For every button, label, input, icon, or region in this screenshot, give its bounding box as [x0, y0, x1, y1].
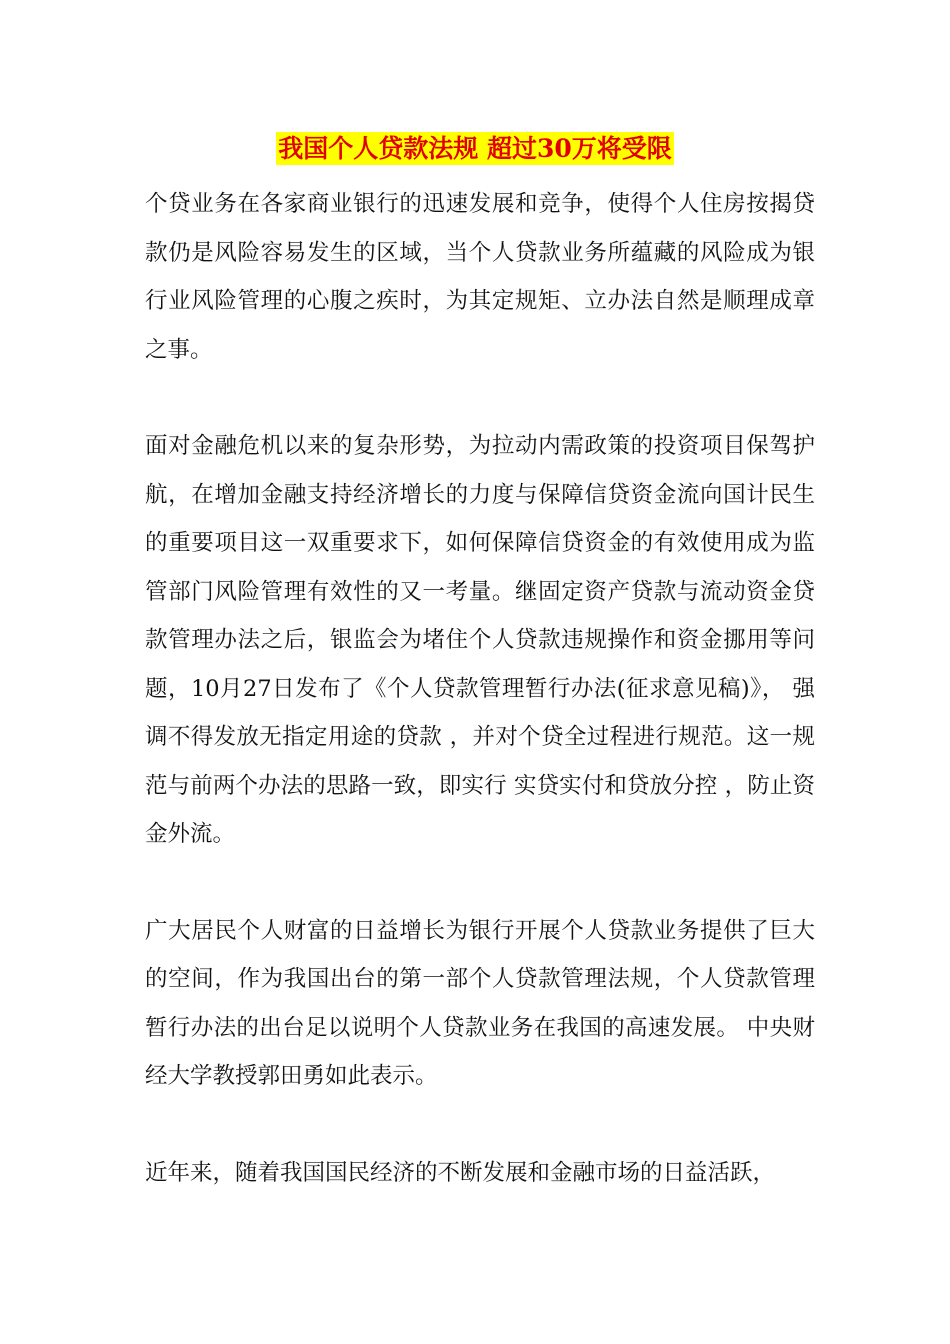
- paragraph-4: 近年来，随着我国国民经济的不断发展和金融市场的日益活跃，: [145, 1159, 776, 1186]
- document-title: 我国个人贷款法规 超过30万将受限: [278, 134, 672, 163]
- document-body: [145, 180, 815, 1197]
- title-container: [0, 132, 950, 165]
- paragraph-3: 广大居民个人财富的日益增长为银行开展个人贷款业务提供了巨大的空间，作为我国出台的第一部个人贷款管理法规，个人贷款管理暂行办法的出台足以说明个人贷款业务在我国的高速发展。 中央财经大学教授郭田勇如此表示。: [145, 917, 815, 1089]
- paragraph-1: 个贷业务在各家商业银行的迅速发展和竞争，使得个人住房按揭贷款仍是风险容易发生的区域，当个人贷款业务所蕴藏的风险成为银行业风险管理的心腹之疾时，为其定规矩、立办法自然是顺理成章之事。: [145, 191, 815, 363]
- paragraph-2: 面对金融危机以来的复杂形势，为拉动内需政策的投资项目保驾护航，在增加金融支持经济增长的力度与保障信贷资金流向国计民生的重要项目这一双重要求下，如何保障信贷资金的有效使用成为监管部门风险管理有效性的又一考量。继固定资产贷款与流动资金贷款管理办法之后，银监会为堵住个人贷款违规操作和资金挪用等问题，10月27日发布了《个人贷款管理暂行办法(征求意见稿)》， 强调不得发放无指定用途的贷款 ，并对个贷全过程进行规范。这一规范与前两个办法的思路一致，即实行 实贷实付和贷放分控 ，防止资金外流。: [145, 433, 815, 847]
